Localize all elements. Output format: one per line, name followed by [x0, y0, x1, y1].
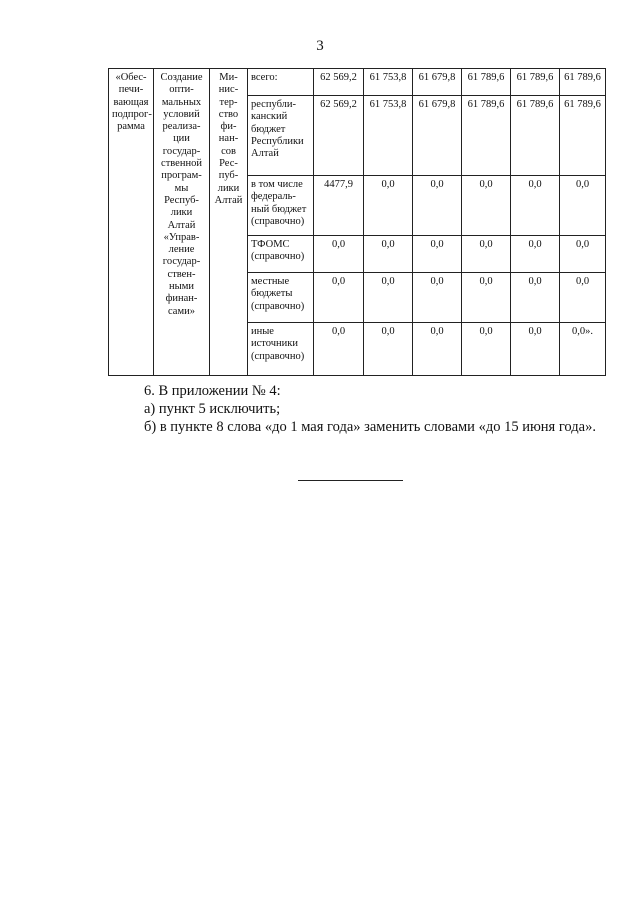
- value-cell: 61 789,6: [511, 69, 560, 96]
- source-cell: ТФОМС (справочно): [248, 236, 314, 273]
- signature-rule: [298, 480, 403, 481]
- value-cell: 61 753,8: [364, 96, 413, 176]
- value-cell: 0,0: [511, 273, 560, 323]
- value-cell: 0,0: [364, 176, 413, 236]
- value-cell: 61 789,6: [511, 96, 560, 176]
- value-cell: 61 789,6: [462, 69, 511, 96]
- value-cell: 0,0: [364, 273, 413, 323]
- source-cell: всего:: [248, 69, 314, 96]
- value-cell: 0,0».: [560, 323, 606, 376]
- value-cell: 0,0: [462, 236, 511, 273]
- value-cell: 0,0: [511, 236, 560, 273]
- page-number: 3: [316, 38, 324, 54]
- table-row: [109, 69, 606, 96]
- program-cell: «Обес- печи- вающая подпрог- рамма: [109, 69, 154, 376]
- value-cell: 61 753,8: [364, 69, 413, 96]
- value-cell: 61 789,6: [560, 69, 606, 96]
- value-cell: 0,0: [364, 236, 413, 273]
- value-cell: 0,0: [314, 273, 364, 323]
- value-cell: 61 789,6: [462, 96, 511, 176]
- value-cell: 0,0: [560, 236, 606, 273]
- value-cell: 61 789,6: [560, 96, 606, 176]
- value-cell: 4477,9: [314, 176, 364, 236]
- source-cell: местные бюджеты (справочно): [248, 273, 314, 323]
- funding-table: [108, 68, 606, 376]
- goal-cell: Создание опти- мальных условий реализа- ции государ- ственной програм- мы Респуб- лики Алтай «Управ- ление государ- ствен- ными финан- сами»: [154, 69, 210, 376]
- value-cell: 0,0: [314, 236, 364, 273]
- value-cell: 61 679,8: [413, 96, 462, 176]
- value-cell: 0,0: [413, 176, 462, 236]
- source-cell: республи- канский бюджет Республики Алтай: [248, 96, 314, 176]
- value-cell: 0,0: [511, 323, 560, 376]
- source-cell: в том числе федераль- ный бюджет (справочно): [248, 176, 314, 236]
- value-cell: 0,0: [560, 176, 606, 236]
- value-cell: 0,0: [413, 236, 462, 273]
- item-a-text: а) пункт 5 исключить;: [144, 401, 281, 417]
- source-cell: иные источники (справочно): [248, 323, 314, 376]
- value-cell: 61 679,8: [413, 69, 462, 96]
- value-cell: 62 569,2: [314, 69, 364, 96]
- value-cell: 0,0: [560, 273, 606, 323]
- item-6-text: 6. В приложении № 4:: [144, 383, 281, 399]
- value-cell: 0,0: [413, 273, 462, 323]
- value-cell: 0,0: [462, 323, 511, 376]
- value-cell: 0,0: [511, 176, 560, 236]
- value-cell: 0,0: [413, 323, 462, 376]
- item-b-text: б) в пункте 8 слова «до 1 мая года» заменить словами «до 15 июня года».: [144, 419, 596, 435]
- value-cell: 0,0: [462, 273, 511, 323]
- value-cell: 62 569,2: [314, 96, 364, 176]
- value-cell: 0,0: [364, 323, 413, 376]
- value-cell: 0,0: [462, 176, 511, 236]
- value-cell: 0,0: [314, 323, 364, 376]
- executor-cell: Ми- нис- тер- ство фи- нан- сов Рес- пуб- лики Алтай: [210, 69, 248, 376]
